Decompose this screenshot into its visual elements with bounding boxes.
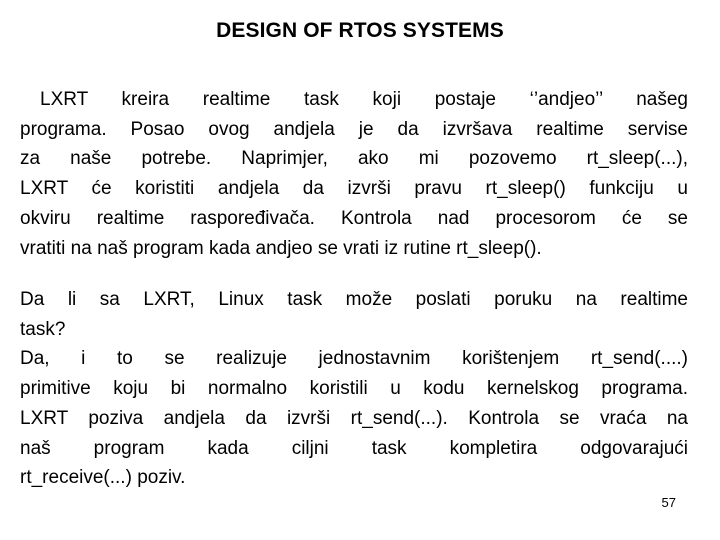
paragraph-line: okviru realtime raspoređivača. Kontrola nad procesorom će se [20,207,688,229]
slide-title: DESIGN OF RTOS SYSTEMS [216,19,504,42]
paragraph-line: naš program kada ciljni task kompletira odgovarajući [20,437,688,459]
paragraph-line: Da li sa LXRT, Linux task može poslati poruku na realtime [20,289,688,310]
paragraph-line: programa. Posao ovog andjela je da izvršava realtime servise [20,118,688,140]
paragraph-line: primitive koju bi normalno koristili u kodu kernelskog programa. [20,378,688,400]
paragraph-line: vratiti na naš program kada andjeo se vrati iz rutine rt_sleep(). [20,237,542,259]
paragraph-line: task? [20,318,66,340]
paragraph-line: za naše potrebe. Naprimjer, ako mi pozovemo rt_sleep(...), [20,148,688,170]
paragraph-line: rt_receive(...) poziv. [20,467,186,489]
paragraph-lxrt-angel [20,85,688,263]
paragraph-line: LXRT će koristiti andjela da izvrši pravu rt_sleep() funkciju u [20,178,688,200]
paragraph-linux-task-message [20,285,688,493]
paragraph-line: LXRT kreira realtime task koji postaje ‘’andjeo’’ našeg [40,89,688,110]
paragraph-line: LXRT poziva andjela da izvrši rt_send(...). Kontrola se vraća na [20,407,688,429]
paragraph-line: Da, i to se realizuje jednostavnim korištenjem rt_send(....) [20,348,688,370]
page-number: 57 [661,495,676,510]
